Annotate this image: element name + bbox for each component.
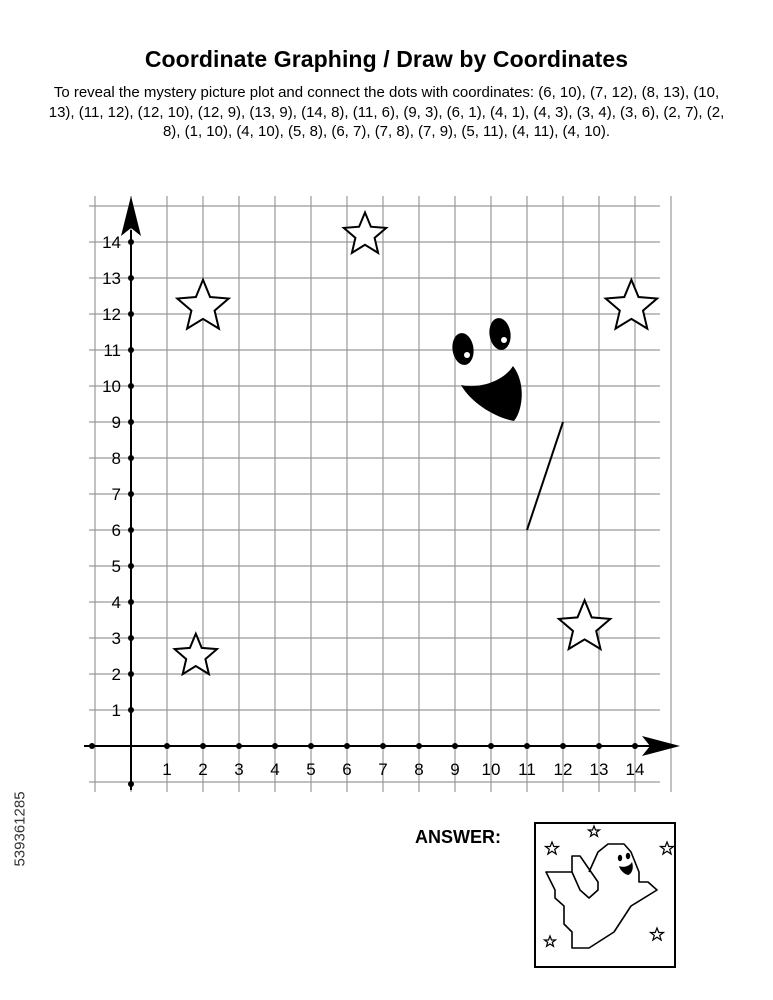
x-tick-label: 9 <box>450 760 460 779</box>
instructions-text: To reveal the mystery picture plot and connect the dots with coordinates: (6, 10), (7, 12), (8, 13), (10, 13), (11, 12), (12, 10), (12, 9), (13, 9), (14, 8), (11, 6), (9, 3), (6, 1), (4, 1), (4, 3), (3, 4), (3, 6), (2, 7), (2, 8), (1, 10), (4, 10), (5, 8), (6, 7), (7, 8), (7, 9), (5, 11), (4, 11), (4, 10). <box>48 84 725 140</box>
grid-lines <box>89 196 671 792</box>
y-axis-tick-dot <box>128 563 134 569</box>
x-axis-tick-dot <box>236 743 242 749</box>
image-id-label: 539361285 <box>11 791 29 867</box>
x-tick-label: 1 <box>162 760 172 779</box>
y-tick-label: 9 <box>111 413 121 432</box>
x-tick-label: 12 <box>553 760 573 779</box>
star-icon <box>175 634 217 674</box>
star-icon <box>546 842 559 854</box>
y-axis-tick-dot <box>128 671 134 677</box>
y-tick-label: 4 <box>111 593 121 612</box>
y-tick-label: 5 <box>111 557 121 576</box>
star-icon <box>661 842 674 854</box>
y-axis-tick-dot <box>128 311 134 317</box>
x-axis-tick-dot <box>272 743 278 749</box>
y-tick-label: 8 <box>111 449 121 468</box>
y-axis-tick-dot <box>128 491 134 497</box>
y-axis-tick-dot <box>128 419 134 425</box>
ghost-left-eye-icon <box>450 332 475 367</box>
x-axis-tick-dot <box>524 743 530 749</box>
page-title: Coordinate Graphing / Draw by Coordinates <box>144 46 629 72</box>
y-tick-label: 11 <box>103 341 121 360</box>
x-axis-tick-dot <box>200 743 206 749</box>
tick-dots <box>89 239 638 787</box>
y-tick-label: 1 <box>111 701 121 720</box>
y-tick-label: 3 <box>111 629 121 648</box>
star-icon <box>589 826 600 836</box>
y-axis-tick-dot <box>128 635 134 641</box>
x-tick-label: 7 <box>378 760 388 779</box>
ghost-right-eye-highlight <box>501 337 507 343</box>
x-tick-label: 5 <box>306 760 316 779</box>
y-axis-tick-dot <box>128 275 134 281</box>
y-tick-label: 2 <box>111 665 121 684</box>
x-tick-label: 2 <box>198 760 208 779</box>
x-tick-label: 13 <box>589 760 609 779</box>
ghost-outline <box>546 844 657 948</box>
y-axis-tick-dot <box>128 599 134 605</box>
star-icon <box>559 600 610 649</box>
x-axis-tick-dot <box>344 743 350 749</box>
y-axis-tick-dot <box>128 707 134 713</box>
y-axis-tick-dot <box>128 527 134 533</box>
x-tick-label: 8 <box>414 760 424 779</box>
star-icon <box>344 213 386 253</box>
x-axis-tick-dot <box>452 743 458 749</box>
ghost-left-eye-highlight <box>464 352 470 358</box>
y-tick-label: 13 <box>102 269 121 288</box>
x-tick-label: 10 <box>481 760 501 779</box>
x-axis-tick-dot <box>488 743 494 749</box>
preview-line-segment <box>527 422 563 530</box>
y-tick-label: 7 <box>111 485 121 504</box>
y-tick-label: 12 <box>102 305 121 324</box>
y-axis-tick-dot <box>128 455 134 461</box>
x-tick-label: 3 <box>234 760 244 779</box>
y-axis-tick-dot <box>128 383 134 389</box>
x-tick-label: 14 <box>625 760 645 779</box>
y-tick-label: 6 <box>111 521 121 540</box>
star-icon <box>606 280 657 329</box>
x-tick-label: 4 <box>270 760 280 779</box>
decorative-stars <box>175 213 657 675</box>
x-axis-tick-dot <box>308 743 314 749</box>
star-icon <box>545 936 556 946</box>
axis-tick-dot <box>128 781 134 787</box>
x-axis-tick-dot <box>596 743 602 749</box>
star-icon <box>651 928 664 940</box>
axes <box>84 196 680 790</box>
y-axis-tick-dot <box>128 347 134 353</box>
ghost-face <box>450 317 521 421</box>
x-tick-label: 11 <box>518 760 536 779</box>
answer-label: ANSWER: <box>415 827 501 847</box>
x-axis-tick-dot <box>164 743 170 749</box>
x-axis-tick-dot <box>560 743 566 749</box>
y-tick-label: 10 <box>102 377 121 396</box>
x-axis-tick-dot <box>416 743 422 749</box>
x-tick-label: 6 <box>342 760 352 779</box>
ghost-answer-icon <box>536 824 674 966</box>
axis-tick-dot <box>89 743 95 749</box>
y-tick-label: 14 <box>102 233 121 252</box>
x-axis-tick-dot <box>632 743 638 749</box>
answer-thumbnail <box>534 822 676 968</box>
y-axis-tick-dot <box>128 239 134 245</box>
x-axis-tick-dot <box>380 743 386 749</box>
